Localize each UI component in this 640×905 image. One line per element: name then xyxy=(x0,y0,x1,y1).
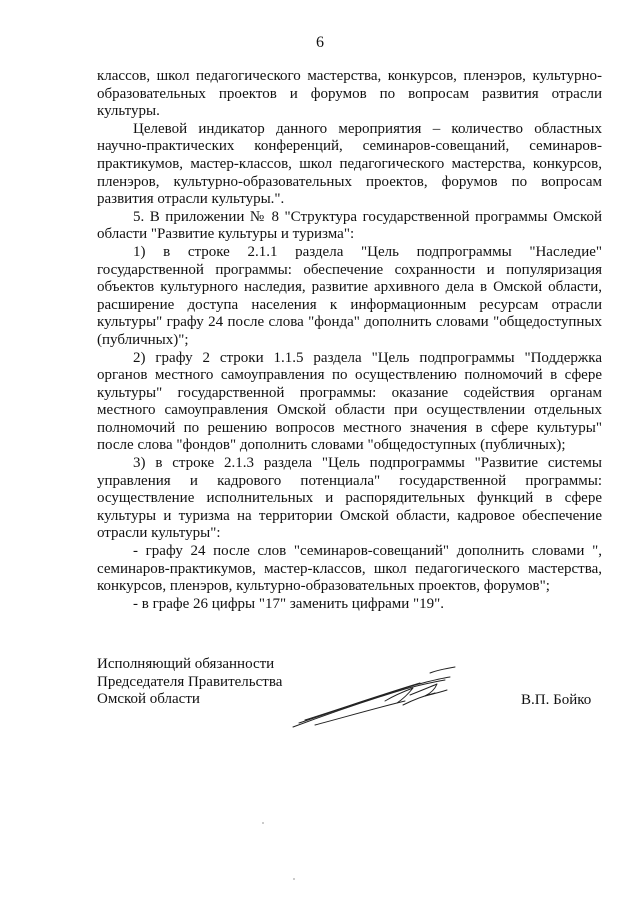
paragraph-item-5: 5. В приложении № 8 "Структура государственной программы Омской области "Развитие культуры и туризма": xyxy=(97,208,602,243)
scan-speck xyxy=(293,878,295,880)
paragraph-subitem-3: 3) в строке 2.1.3 раздела "Цель подпрограммы "Развитие системы управления и кадрового потенциала" государственной программы: осуществление исполнительных и распорядительных функций в сфере культуры и туризма на территории Омской области, кадровое обеспечение отрасли культуры": xyxy=(97,455,602,542)
paragraph-continuation: классов, школ педагогического мастерства, конкурсов, пленэров, культурно-образовательных проектов и форумов по вопросам развития отрасли культуры. xyxy=(97,68,602,120)
dash-item-column-24: - графу 24 после слов "семинаров-совещаний" дополнить словами ", семинаров-практикумов, мастер-классов, школ педагогического мастерства, конкурсов, пленэров, культурно-образовательных проектов, форумов"; xyxy=(97,543,602,595)
signer-name: В.П. Бойко xyxy=(521,692,592,708)
page-number: 6 xyxy=(316,34,324,51)
signatory-title-line-2: Председателя Правительства xyxy=(97,673,283,690)
paragraph-subitem-2: 2) графу 2 строки 1.1.5 раздела "Цель подпрограммы "Поддержка органов местного самоуправления по осуществлению полномочий в сфере культуры" государственной программы: оказание содействия органам местного самоуправления Омской области при осуществлении отдельных полномочий по решению вопросов местного значения в сфере культуры" после слова "фондов" дополнить словами "общедоступных (публичных); xyxy=(97,349,602,454)
paragraph-target-indicator: Целевой индикатор данного мероприятия – количество областных научно-практических конференций, семинаров-совещаний, семинаров-практикумов, мастер-классов, школ педагогического мастерства, конкурсов, пленэров, культурно-образовательных проектов, форумов по вопросам развития отрасли культуры.". xyxy=(97,120,602,208)
signatory-title xyxy=(97,656,282,709)
signatory-title-line-1: Исполняющий обязанности xyxy=(97,656,275,672)
scan-speck xyxy=(262,822,264,824)
document-body xyxy=(97,68,602,613)
handwritten-signature xyxy=(285,665,465,735)
paragraph-subitem-1: 1) в строке 2.1.1 раздела "Цель подпрограммы "Наследие" государственной программы: обеспечение сохранности и популяризация объектов культурного наследия, развитие архивного дела в Омской области, расширение доступа населения к информационным ресурсам отрасли культуры" графу 24 после слова "фонда" дополнить словами "общедоступных (публичных)"; xyxy=(97,243,602,348)
dash-item-column-26: - в графе 26 цифры "17" заменить цифрами "19". xyxy=(133,595,444,612)
signatory-title-line-3: Омской области xyxy=(97,691,200,708)
